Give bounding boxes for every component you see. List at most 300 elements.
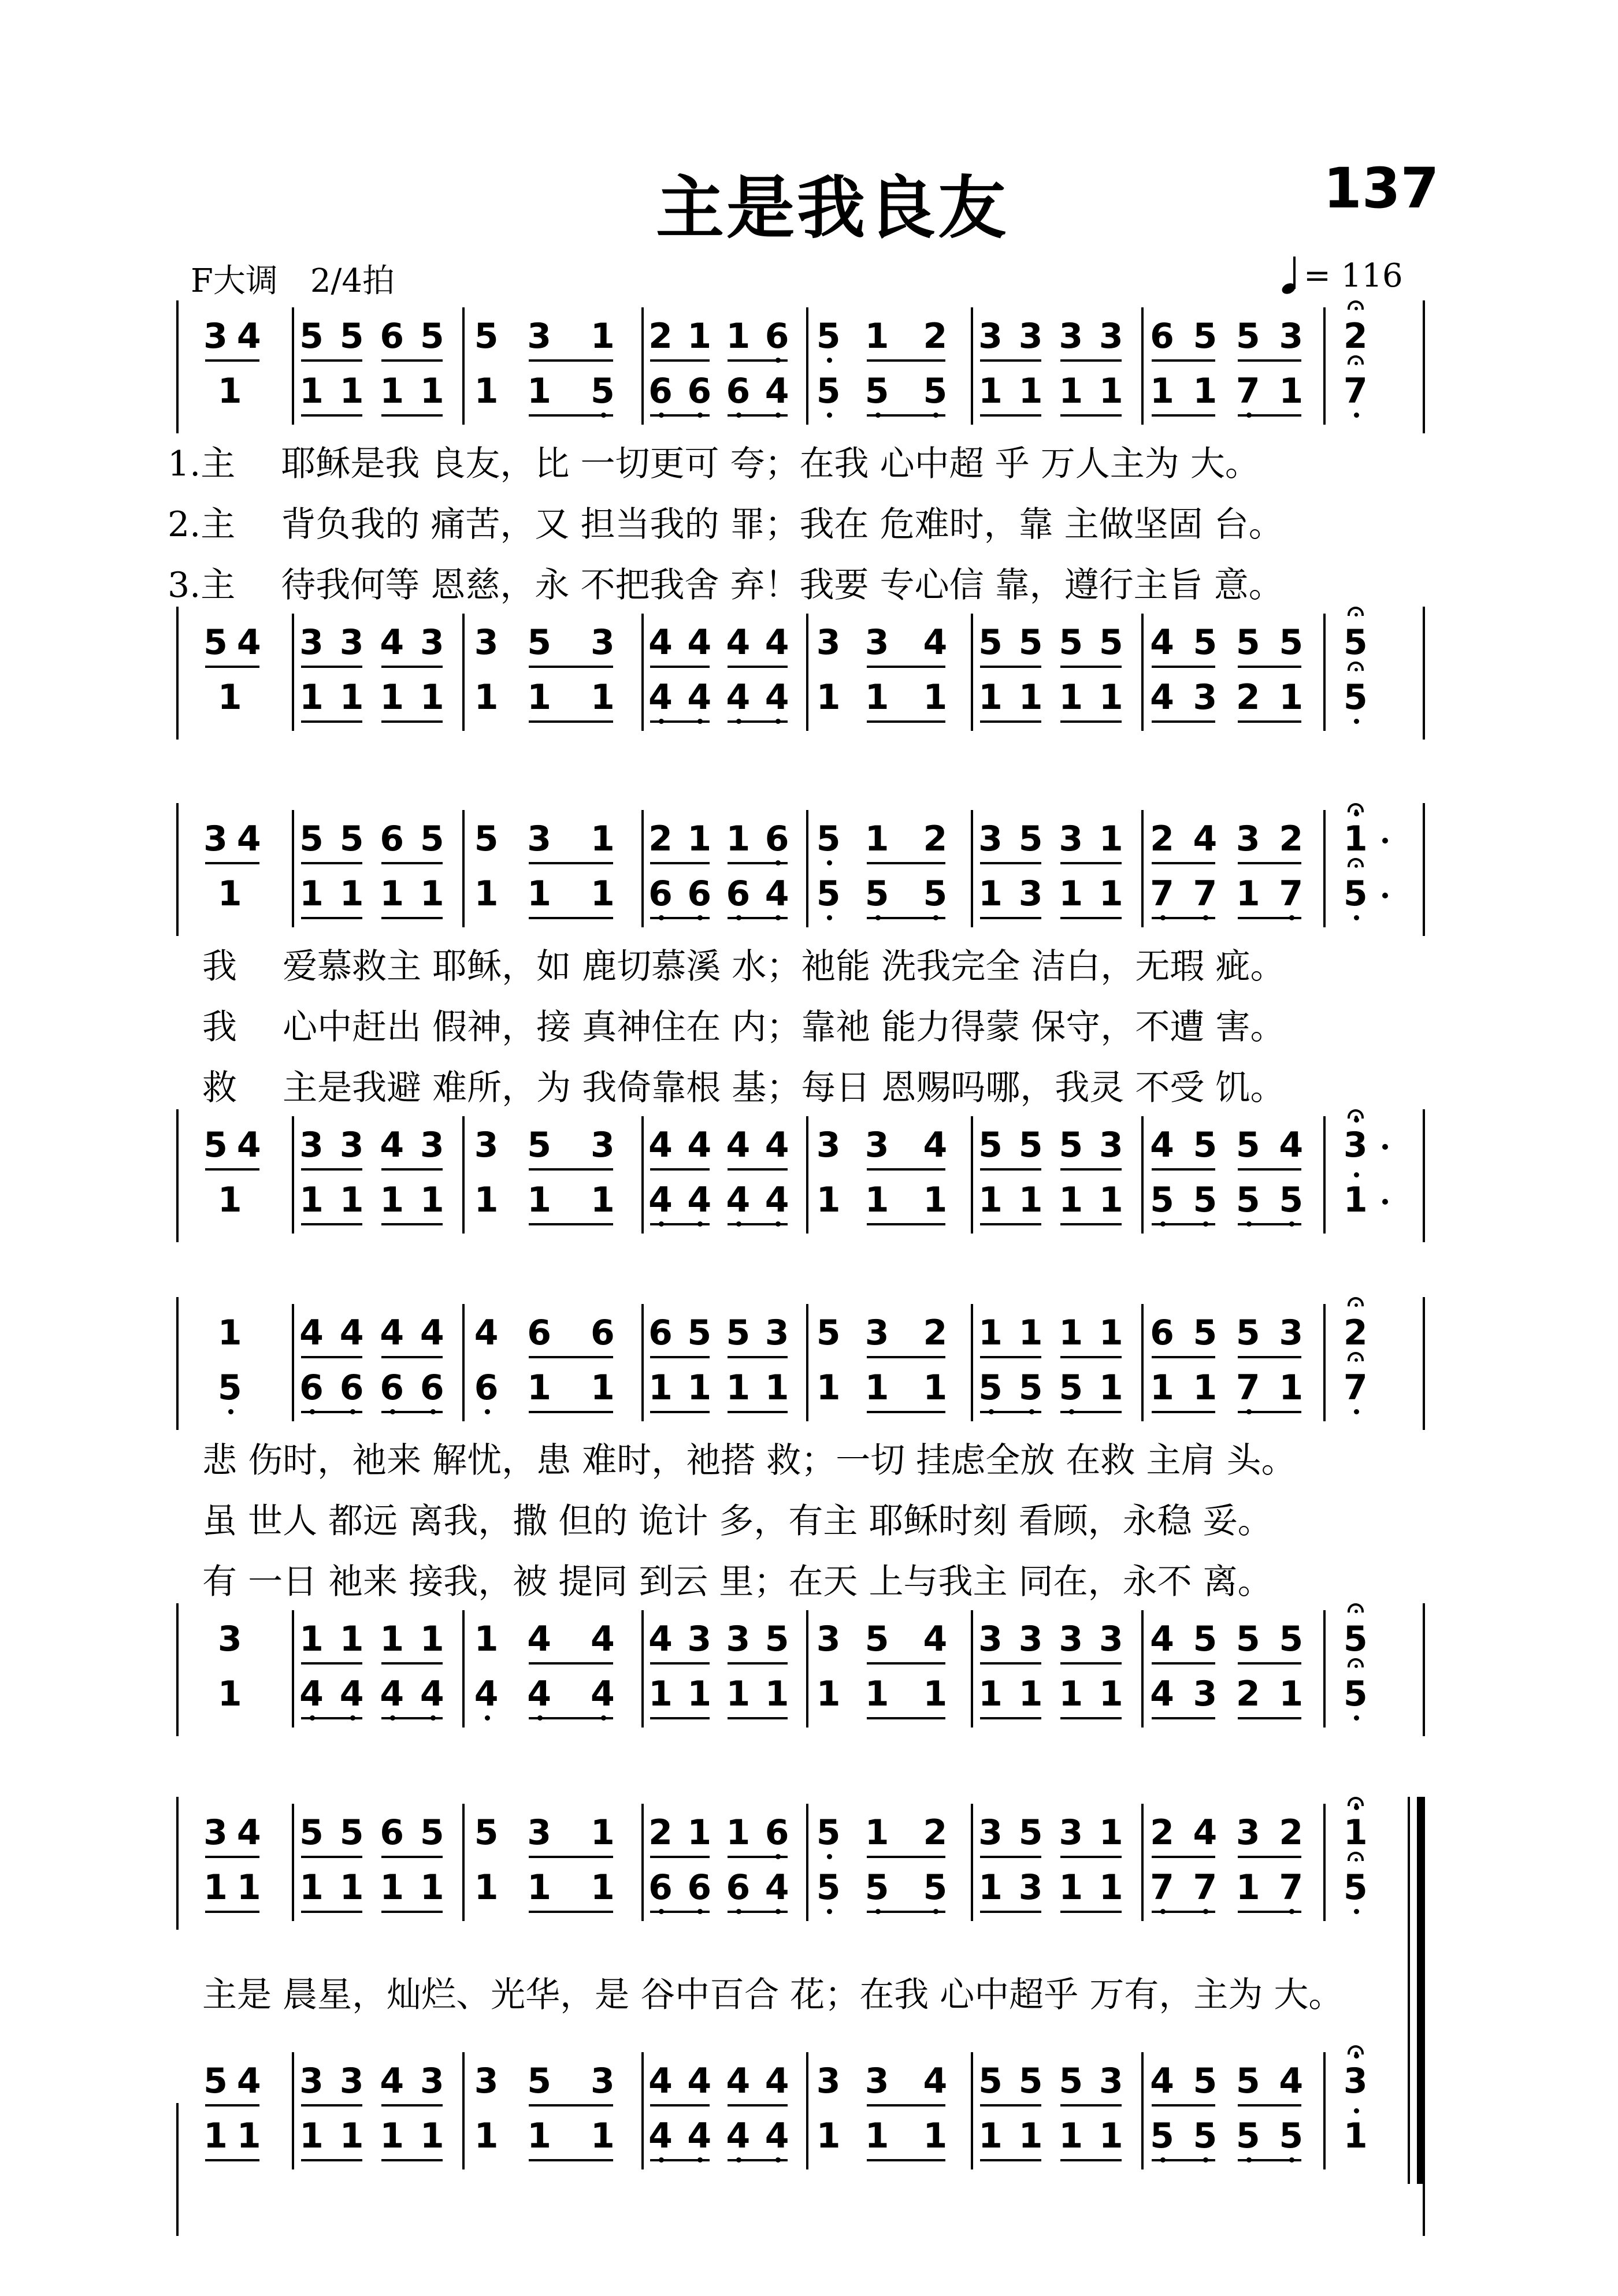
jianpu-note: 6	[339, 1369, 365, 1406]
eighth-note-beam	[1238, 1356, 1301, 1358]
jianpu-note: 4	[1150, 1674, 1174, 1714]
final-barline-thick	[1417, 1797, 1425, 2184]
eighth-note-beam	[205, 862, 259, 864]
jianpu-note: 5	[816, 318, 841, 355]
jianpu-note: 1	[420, 1180, 444, 1220]
barline	[292, 2107, 294, 2169]
measure	[974, 618, 1141, 670]
jianpu-note: 5	[922, 875, 948, 912]
jianpu-note: 1	[1279, 677, 1304, 718]
jianpu-note: 4	[765, 1869, 790, 1906]
jianpu-note: 1	[420, 2116, 444, 2156]
eighth-note-beam	[1238, 1717, 1301, 1719]
jianpu-note: 7	[1235, 1369, 1261, 1406]
barline	[971, 1804, 973, 1866]
jianpu-note: 1	[380, 1180, 404, 1220]
jianpu-note: 3	[864, 622, 889, 663]
hymn-number: 137	[1323, 156, 1439, 221]
jianpu-note: 3	[1018, 874, 1043, 914]
barline	[806, 1359, 808, 1421]
measure	[295, 1808, 462, 1860]
eighth-note-beam	[867, 1911, 946, 1913]
jianpu-note: 4	[526, 1675, 552, 1712]
jianpu-note: 4	[1150, 1125, 1174, 1165]
octave-below-dot	[1354, 1715, 1359, 1721]
jianpu-note: 1	[726, 1368, 751, 1408]
barline	[641, 1171, 644, 1234]
jianpu-note: 7	[1343, 373, 1368, 410]
measure	[809, 1121, 971, 1173]
jianpu-note: 4	[923, 622, 948, 663]
jianpu-note: 1	[217, 371, 242, 411]
barline	[292, 362, 294, 425]
measure	[644, 1863, 806, 1915]
score-system	[0, 1808, 1618, 2178]
measure	[644, 870, 806, 922]
jianpu-note: 1	[864, 2116, 889, 2156]
jianpu-note: 1	[527, 2116, 551, 2156]
barline	[806, 865, 808, 927]
barline	[641, 865, 644, 927]
barline	[1141, 668, 1144, 731]
jianpu-note: 4	[765, 622, 789, 663]
eighth-note-beam	[867, 862, 946, 864]
eighth-note-beam	[728, 1717, 787, 1719]
measure	[465, 1808, 641, 1860]
barline	[641, 1359, 644, 1421]
jianpu-note: 3	[591, 2061, 615, 2101]
eighth-note-beam	[381, 917, 443, 919]
measure	[1144, 2112, 1323, 2164]
measure	[1326, 1615, 1410, 1667]
jianpu-note: 1	[648, 1368, 673, 1408]
jianpu-note: 5	[1149, 1182, 1175, 1218]
measure	[196, 1863, 292, 1915]
measure	[1144, 673, 1323, 725]
barline	[462, 1804, 465, 1866]
barline	[806, 1804, 808, 1866]
barline	[1323, 865, 1326, 927]
barline	[1141, 865, 1144, 927]
jianpu-note: 4	[299, 1313, 324, 1353]
jianpu-note: 1	[687, 1368, 712, 1408]
eighth-note-beam	[1152, 1223, 1215, 1225]
jianpu-note: 4	[648, 1125, 673, 1165]
jianpu-note: 5	[1193, 1125, 1218, 1165]
jianpu-note: 1	[687, 819, 712, 859]
measure	[809, 673, 971, 725]
eighth-note-beam	[1060, 1911, 1122, 1913]
eighth-note-beam	[980, 1223, 1041, 1225]
jianpu-note: 4	[527, 1619, 551, 1659]
eighth-note-beam	[381, 720, 443, 723]
barline	[1141, 1859, 1144, 1921]
jianpu-note: 4	[1150, 677, 1174, 718]
eighth-note-beam	[650, 1356, 710, 1358]
eighth-note-beam	[728, 1662, 787, 1665]
jianpu-note: 5	[1193, 2061, 1218, 2101]
jianpu-note: 2	[1235, 1674, 1260, 1714]
jianpu-note: 5	[1235, 622, 1260, 663]
measure	[1326, 1808, 1410, 1860]
measure	[465, 618, 641, 670]
jianpu-note: 6	[420, 1369, 445, 1406]
lyric-line: 主是 晨星，灿烂、光华，是 谷中百合 花；在我 心中超乎 万有，主为 大。	[168, 1975, 1344, 2015]
measure	[196, 367, 292, 419]
jianpu-note: 5	[816, 820, 841, 857]
fermata-icon	[1348, 1109, 1364, 1119]
jianpu-note: 5	[922, 1869, 948, 1906]
jianpu-note: 1	[978, 874, 1003, 914]
jianpu-note: 5	[765, 1619, 789, 1659]
barline	[462, 1359, 465, 1421]
jianpu-note: 1	[1059, 371, 1083, 411]
jianpu-note: 5	[203, 2061, 228, 2101]
measure	[295, 1364, 462, 1416]
jianpu-note: 1	[474, 874, 499, 914]
jianpu-note: 2	[923, 819, 948, 859]
eighth-note-beam	[301, 1411, 362, 1413]
barline	[292, 1116, 294, 1179]
measure	[196, 1615, 292, 1667]
barline	[462, 614, 465, 676]
jianpu-note: 1	[527, 677, 551, 718]
jianpu-note: 1	[1150, 1368, 1174, 1408]
barline	[292, 1610, 294, 1673]
score-system	[0, 815, 1618, 1242]
jianpu-note: 1	[1343, 820, 1368, 857]
measure	[974, 1670, 1141, 1722]
eighth-note-beam	[1152, 2104, 1215, 2106]
barline	[971, 1171, 973, 1234]
eighth-note-beam	[1152, 1911, 1215, 1913]
eighth-note-beam	[381, 1168, 443, 1171]
fermata-icon	[1348, 2045, 1364, 2054]
jianpu-note: 1	[420, 371, 444, 411]
measure	[809, 1176, 971, 1228]
jianpu-note: 1	[339, 1619, 364, 1659]
measure	[644, 1309, 806, 1361]
eighth-note-beam	[381, 2159, 443, 2161]
jianpu-note: 4	[380, 2061, 404, 2101]
measure	[644, 1615, 806, 1667]
jianpu-note: 4	[339, 1675, 365, 1712]
eighth-note-beam	[980, 1911, 1041, 1913]
eighth-note-beam	[980, 414, 1041, 417]
jianpu-note: 4	[420, 1313, 444, 1353]
eighth-note-beam	[301, 720, 362, 723]
jianpu-note: 1	[1018, 2116, 1043, 2156]
measure	[465, 1309, 641, 1361]
jianpu-note: 1	[527, 1368, 551, 1408]
measure	[974, 2112, 1141, 2164]
fermata-icon	[1348, 1797, 1364, 1806]
measure	[196, 815, 292, 867]
barline	[292, 1665, 294, 1727]
eighth-note-beam	[1060, 1856, 1122, 1858]
jianpu-note: 4	[380, 1313, 404, 1353]
octave-below-dot	[228, 1409, 233, 1414]
barline	[1141, 1804, 1144, 1866]
jianpu-note: 5	[1018, 1812, 1043, 1853]
barline	[1141, 307, 1144, 370]
barline	[462, 810, 465, 872]
jianpu-note: 4	[380, 622, 404, 663]
jianpu-note: 5	[1235, 316, 1260, 356]
barline	[462, 307, 465, 370]
eighth-note-beam	[529, 2159, 613, 2161]
jianpu-note: 1	[420, 1867, 444, 1908]
final-barline-thin	[1408, 1797, 1410, 2184]
jianpu-note: 4	[590, 1675, 615, 1712]
jianpu-note: 1	[923, 1368, 948, 1408]
jianpu-note: 5	[420, 1812, 444, 1853]
jianpu-note: 5	[726, 1313, 751, 1353]
jianpu-note: 5	[816, 373, 841, 410]
barline	[971, 1610, 973, 1673]
measure	[974, 312, 1141, 364]
jianpu-note: 4	[765, 373, 790, 410]
jianpu-note: 4	[726, 622, 751, 663]
jianpu-note: 4	[648, 1182, 673, 1218]
jianpu-note: 1	[1099, 1812, 1123, 1853]
jianpu-note: 5	[1343, 1621, 1368, 1658]
eighth-note-beam	[301, 1168, 362, 1171]
jianpu-note: 4	[474, 1675, 499, 1712]
barline	[292, 2052, 294, 2115]
eighth-note-beam	[301, 1356, 362, 1358]
tempo-marking	[1282, 255, 1403, 296]
measure	[1144, 1863, 1323, 1915]
jianpu-note: 4	[765, 1182, 790, 1218]
score-system	[0, 1309, 1618, 1736]
eighth-note-beam	[1238, 1411, 1301, 1413]
measure	[295, 1176, 462, 1228]
jianpu-note: 6	[765, 1814, 790, 1851]
jianpu-note: 6	[299, 1369, 324, 1406]
barline	[1141, 1171, 1144, 1234]
measure	[196, 1176, 292, 1228]
jianpu-note: 5	[1193, 316, 1218, 356]
eighth-note-beam	[529, 666, 613, 668]
measure	[196, 2057, 292, 2109]
eighth-note-beam	[1152, 666, 1215, 668]
jianpu-note: 4	[923, 2061, 948, 2101]
measure	[1326, 2057, 1410, 2109]
jianpu-note: 6	[591, 1313, 615, 1353]
jianpu-note: 3	[1193, 1674, 1218, 1714]
measure	[974, 870, 1141, 922]
eighth-note-beam	[1238, 1662, 1301, 1665]
eighth-note-beam	[650, 917, 710, 919]
jianpu-note: 5	[978, 2061, 1003, 2101]
jianpu-note: 5	[217, 1369, 243, 1406]
eighth-note-beam	[529, 1856, 613, 1858]
jianpu-note: 1	[217, 1313, 242, 1353]
jianpu-note: 3	[217, 1619, 242, 1659]
eighth-note-beam	[1152, 917, 1215, 919]
quarter-note-icon	[1282, 255, 1299, 296]
measure	[465, 1670, 641, 1722]
barline	[1141, 1116, 1144, 1179]
jianpu-note: 1	[864, 1368, 889, 1408]
eighth-note-beam	[980, 1411, 1041, 1413]
measure	[1144, 1121, 1323, 1173]
eighth-note-beam	[650, 359, 710, 362]
barline	[971, 1304, 973, 1366]
eighth-note-beam	[1238, 1911, 1301, 1913]
measure	[1326, 870, 1410, 922]
jianpu-note: 1	[978, 1867, 1003, 1908]
barline	[641, 1859, 644, 1921]
lyric-line: 1.主 耶稣是我 良友，比 一切更可 夸；在我 心中超 乎 万人主为 大。	[168, 444, 1260, 484]
octave-below-dot	[827, 860, 832, 865]
jianpu-note: 5	[1278, 2117, 1304, 2154]
jianpu-note: 3	[527, 819, 551, 859]
jianpu-note: 1	[1099, 1180, 1123, 1220]
eighth-note-beam	[529, 1411, 613, 1413]
barline	[1323, 362, 1326, 425]
barline	[1141, 1610, 1144, 1673]
measure	[1326, 618, 1410, 670]
eighth-note-beam	[650, 666, 710, 668]
augmentation-dot	[1382, 838, 1388, 844]
jianpu-note: 2	[648, 316, 673, 356]
measure	[465, 1615, 641, 1667]
jianpu-note: 1	[217, 874, 242, 914]
jianpu-note: 1	[816, 1368, 841, 1408]
measure	[1326, 1309, 1410, 1361]
measure	[465, 815, 641, 867]
eighth-note-beam	[205, 2104, 259, 2106]
eighth-note-beam	[650, 1911, 710, 1913]
jianpu-note: 1	[591, 1180, 615, 1220]
jianpu-note: 5	[203, 1125, 228, 1165]
barline	[806, 614, 808, 676]
measure	[1144, 1364, 1323, 1416]
eighth-note-beam	[980, 862, 1041, 864]
jianpu-note: 3	[978, 316, 1003, 356]
jianpu-note: 5	[474, 316, 499, 356]
jianpu-note: 1	[474, 1619, 499, 1659]
jianpu-note: 3	[1279, 316, 1304, 356]
fermata-icon	[1348, 1603, 1364, 1613]
eighth-note-beam	[1060, 862, 1122, 864]
jianpu-note: 6	[686, 373, 712, 410]
barline	[641, 810, 644, 872]
measure	[644, 2057, 806, 2109]
notation-row	[0, 2057, 1618, 2109]
jianpu-note: 5	[864, 1619, 889, 1659]
jianpu-note: 1	[380, 1867, 404, 1908]
barline	[971, 1665, 973, 1727]
eighth-note-beam	[529, 359, 613, 362]
jianpu-note: 1	[816, 2116, 841, 2156]
jianpu-note: 4	[923, 1125, 948, 1165]
jianpu-note: 3	[420, 1125, 444, 1165]
jianpu-note: 1	[1279, 1368, 1304, 1408]
measure	[974, 1615, 1141, 1667]
jianpu-note: 6	[725, 875, 751, 912]
barline	[641, 1804, 644, 1866]
barline	[292, 614, 294, 676]
measure	[974, 673, 1141, 725]
eighth-note-beam	[728, 917, 787, 919]
measure	[196, 2112, 292, 2164]
eighth-note-beam	[381, 1223, 443, 1225]
eighth-note-beam	[1060, 1356, 1122, 1358]
barline	[1323, 1610, 1326, 1673]
jianpu-note: 3	[864, 2061, 889, 2101]
tempo-value: = 116	[1304, 257, 1403, 295]
jianpu-note: 3	[420, 622, 444, 663]
jianpu-note: 4	[687, 622, 712, 663]
eighth-note-beam	[1152, 1717, 1215, 1719]
jianpu-note: 5	[816, 1814, 841, 1851]
jianpu-note: 5	[1235, 1182, 1261, 1218]
barline	[971, 1116, 973, 1179]
eighth-note-beam	[980, 666, 1041, 668]
eighth-note-beam	[867, 1411, 946, 1413]
measure	[465, 870, 641, 922]
jianpu-note: 1	[864, 677, 889, 718]
measure	[465, 2112, 641, 2164]
jianpu-note: 5	[1235, 1313, 1260, 1353]
jianpu-note: 3	[1193, 677, 1218, 718]
jianpu-note: 1	[726, 1812, 751, 1853]
jianpu-note: 1	[1059, 677, 1083, 718]
notation-row	[0, 815, 1618, 867]
jianpu-note: 5	[1192, 2117, 1218, 2154]
eighth-note-beam	[1152, 1356, 1215, 1358]
jianpu-note: 3	[1279, 1313, 1304, 1353]
jianpu-note: 4	[339, 1313, 364, 1353]
eighth-note-beam	[980, 917, 1041, 919]
jianpu-note: 1	[687, 316, 712, 356]
jianpu-note: 5	[1018, 1125, 1043, 1165]
eighth-note-beam	[1060, 414, 1122, 417]
jianpu-note: 1	[339, 677, 364, 718]
measure	[974, 1176, 1141, 1228]
jianpu-note: 1	[380, 874, 404, 914]
jianpu-note: 3	[299, 1125, 324, 1165]
jianpu-note: 1	[816, 677, 841, 718]
eighth-note-beam	[980, 359, 1041, 362]
jianpu-note: 3	[420, 2061, 444, 2101]
jianpu-note: 3	[1235, 819, 1260, 859]
jianpu-note: 4	[726, 2061, 751, 2101]
octave-below-dot	[827, 1854, 832, 1859]
jianpu-note: 5	[978, 622, 1003, 663]
jianpu-note: 4	[687, 2061, 712, 2101]
eighth-note-beam	[980, 1356, 1041, 1358]
measure	[1144, 870, 1323, 922]
eighth-note-beam	[1238, 1856, 1301, 1858]
jianpu-note: 5	[1343, 875, 1368, 912]
jianpu-note: 4	[1193, 819, 1218, 859]
jianpu-note: 5	[816, 1869, 841, 1906]
eighth-note-beam	[529, 2104, 613, 2106]
eighth-note-beam	[1238, 2104, 1301, 2106]
barline	[292, 307, 294, 370]
jianpu-note: 4	[726, 1125, 751, 1165]
jianpu-note: 4	[687, 1125, 712, 1165]
measure	[644, 2112, 806, 2164]
jianpu-note: 5	[1279, 622, 1304, 663]
jianpu-note: 1	[217, 1180, 242, 1220]
jianpu-note: 6	[686, 1869, 712, 1906]
jianpu-note: 3	[591, 1125, 615, 1165]
